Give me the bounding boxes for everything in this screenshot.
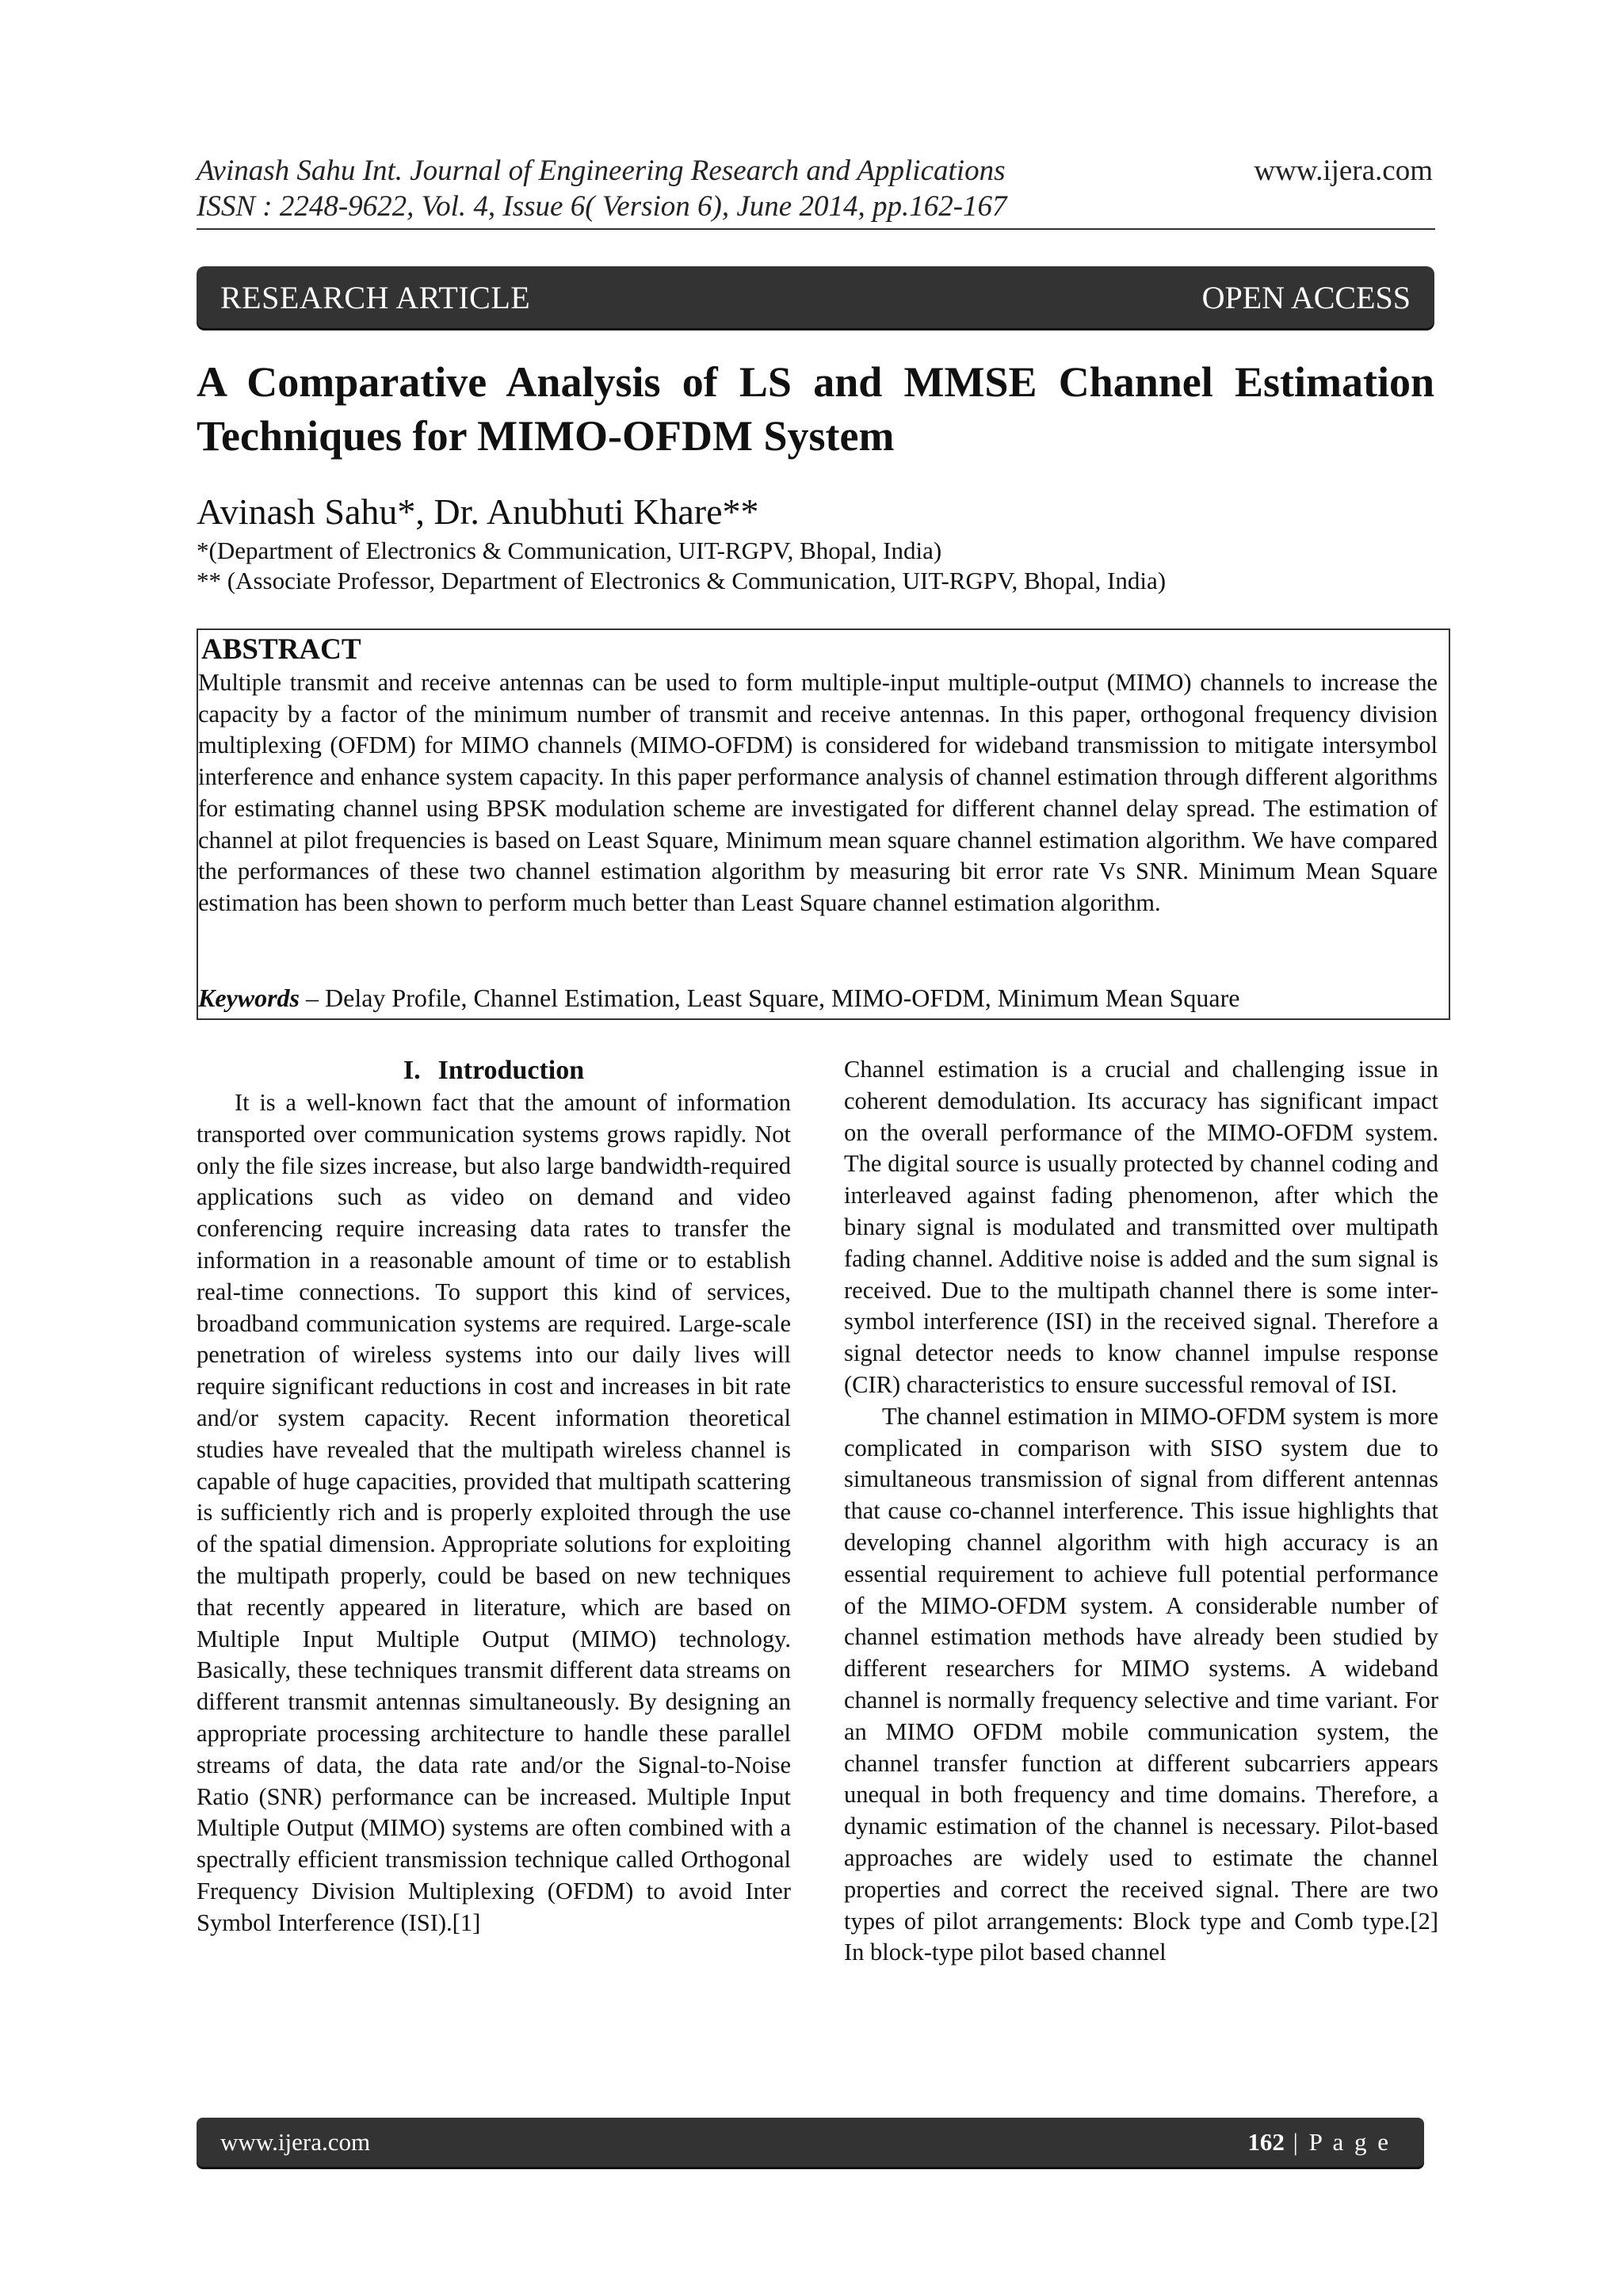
page-number: 162 [1247,2128,1285,2156]
abstract-body: Multiple transmit and receive antennas can be used to form multiple-input multiple-output (MIMO) channels to increase the capacity by a factor of the minimum number of transmit and receive antennas. In this paper, orthogonal frequency division multiplexing (OFDM) for MIMO channels (MIMO-OFDM) is considered for wideband transmission to mitigate intersymbol interference and enhance system capacity. In this paper performance analysis of channel estimation through different algorithms for estimating channel using BPSK modulation scheme are investigated for different channel delay spread. The estimation of channel at pilot frequencies is based on Least Square, Minimum mean square channel estimation algorithm. We have compared the performances of these two channel estimation algorithm by measuring bit error rate Vs SNR. Minimum Mean Square estimation has been shown to perform much better than Least Square channel estimation algorithm. [198,669,1438,916]
intro-paragraph-3: The channel estimation in MIMO-OFDM system is more complicated in comparison with SISO system due to simultaneous transmission of signal from different antennas that cause co-channel interference. This issue highlights that developing channel algorithm with high accuracy is an essential requirement to achieve full potential performance of the MIMO-OFDM system. A considerable number of channel estimation methods have already been studied by different researchers for MIMO systems. A wideband channel is normally frequency selective and time variant. For an MIMO OFDM mobile communication system, the channel transfer function at different subcarriers appears unequal in both frequency and time domains. Therefore, a dynamic estimation of the channel is necessary. Pilot-based approaches are widely used to estimate the channel properties and correct the received signal. There are two types of pilot arrangements: Block type and Comb type.[2] In block-type pilot based channel [844,1402,1438,1966]
abstract-box [197,628,1450,1020]
running-header [197,153,1433,224]
journal-line: Avinash Sahu Int. Journal of Engineering Research and Applications [197,155,1006,187]
header-divider [197,228,1435,230]
keywords [198,982,1438,1014]
right-column [844,1054,1438,1969]
open-access-label: OPEN ACCESS [1201,280,1411,315]
article-type-banner [197,266,1434,328]
section-number: I. [403,1056,421,1085]
section-heading [197,1054,791,1087]
section-title: Introduction [437,1056,585,1085]
authors: Avinash Sahu*, Dr. Anubhuti Khare** [197,491,759,532]
article-type-label: RESEARCH ARTICLE [220,280,531,315]
affiliation-2: ** (Associate Professor, Department of Electronics & Communication, UIT-RGPV, Bhopal, India) [197,567,1167,594]
title-line-1: A Comparative Analysis of LS and MMSE Channel Estimation [197,358,1434,406]
header-website[interactable]: www.ijera.com [1254,155,1433,187]
keywords-label: Keywords [198,984,300,1012]
left-column [197,1054,791,1939]
page-label: | P a g e [1284,2128,1391,2156]
footer-page-indicator [1247,2128,1391,2157]
keywords-text: – Delay Profile, Channel Estimation, Least Square, MIMO-OFDM, Minimum Mean Square [300,984,1240,1012]
affiliation-1: *(Department of Electronics & Communication, UIT-RGPV, Bhopal, India) [197,537,942,564]
intro-paragraph-2: Channel estimation is a crucial and challenging issue in coherent demodulation. Its accuracy has significant impact on the overall performance of the MIMO-OFDM system. The digital source is usually protected by channel coding and interleaved against fading phenomenon, after which the binary signal is modulated and transmitted over multipath fading channel. Additive noise is added and the sum signal is received. Due to the multipath channel there is some inter-symbol interference (ISI) in the received signal. Therefore a signal detector needs to know channel impulse response (CIR) characteristics to ensure successful removal of ISI. [844,1056,1438,1398]
title-line-2: Techniques for MIMO-OFDM System [197,412,895,460]
footer-website[interactable]: www.ijera.com [220,2128,371,2156]
paper-title [197,355,1434,463]
abstract-heading: ABSTRACT [201,633,361,666]
issn-line: ISSN : 2248-9622, Vol. 4, Issue 6( Version 6), June 2014, pp.162-167 [197,190,1007,223]
intro-paragraph-1: It is a well-known fact that the amount of information transported over communication systems grows rapidly. Not only the file sizes increase, but also large bandwidth-required applications such as video on demand and video conferencing require increasing data rates to transfer the information in a reasonable amount of time or to establish real-time connections. To support this kind of services, broadband communication systems are required. Large-scale penetration of wireless systems into our daily lives will require significant reductions in cost and increases in bit rate and/or system capacity. Recent information theoretical studies have revealed that the multipath wireless channel is capable of huge capacities, provided that multipath scattering is sufficiently rich and is properly exploited through the use of the spatial dimension. Appropriate solutions for exploiting the multipath properly, could be based on new techniques that recently appeared in literature, which are based on Multiple Input Multiple Output (MIMO) technology. Basically, these techniques transmit different data streams on different transmit antennas simultaneously. By designing an appropriate processing architecture to handle these parallel streams of data, the data rate and/or the Signal-to-Noise Ratio (SNR) performance can be increased. Multiple Input Multiple Output (MIMO) systems are often combined with a spectrally efficient transmission technique called Orthogonal Frequency Division Multiplexing (OFDM) to avoid Inter Symbol Interference (ISI).[1] [197,1089,791,1936]
page-footer [197,2118,1424,2167]
